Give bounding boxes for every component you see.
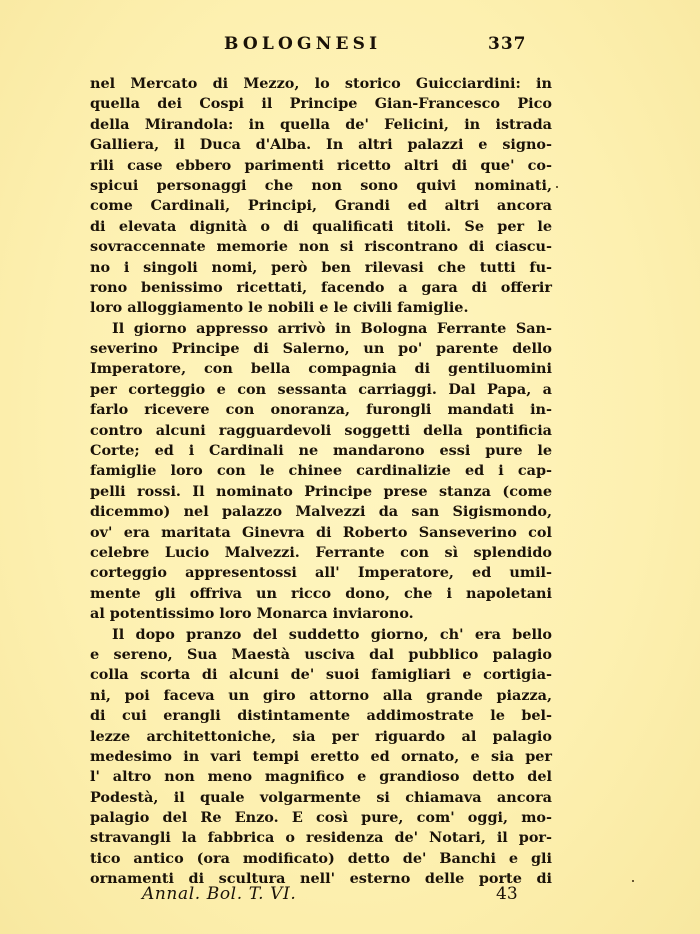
text-line: loro alloggiamento le nobili e le civili famiglie. <box>90 299 469 317</box>
text-line: Corte; ed i Cardinali ne mandarono essi pure le <box>90 442 552 460</box>
text-line: tico antico (ora modificato) detto de' Banchi e gli <box>90 849 552 867</box>
text-line: medesimo in vari tempi eretto ed ornato, e sia per <box>90 747 552 765</box>
page-footer <box>0 884 700 908</box>
running-title: BOLOGNESI <box>224 34 382 54</box>
page-number: 337 <box>488 34 527 54</box>
ink-speck <box>556 186 558 188</box>
paragraph-1 <box>90 74 552 319</box>
text-line: ni, poi faceva un giro attorno alla grande piazza, <box>90 686 552 704</box>
text-line: pelli rossi. Il nominato Principe prese stanza (come <box>90 482 552 500</box>
text-line: stravangli la fabbrica o residenza de' Notari, il por- <box>90 829 552 847</box>
running-head <box>0 34 700 58</box>
text-line: famiglie loro con le chinee cardinalizie ed i cap- <box>90 462 552 480</box>
text-line: per corteggio e con sessanta carriaggi. Dal Papa, a <box>90 380 552 398</box>
text-line: al potentissimo loro Monarca inviarono. <box>90 605 414 623</box>
signature-mark: Annal. Bol. T. VI. <box>142 884 297 904</box>
signature-number: 43 <box>496 884 518 904</box>
text-line: Podestà, il quale volgarmente si chiamava ancora <box>90 788 552 806</box>
text-line: di cui erangli distintamente addimostrate le bel- <box>90 707 552 725</box>
text-line: spicui personaggi che non sono quivi nominati, <box>90 176 552 194</box>
text-line: contro alcuni ragguardevoli soggetti della pontificia <box>90 421 552 439</box>
text-line: lezze architettoniche, sia per riguardo al palagio <box>90 727 552 745</box>
text-line: quella dei Cospi il Principe Gian-Francesco Pico <box>90 95 552 113</box>
text-line: no i singoli nomi, però ben rilevasi che tutti fu- <box>90 258 552 276</box>
paragraph-2 <box>90 319 552 625</box>
body-text <box>90 74 552 890</box>
text-line: della Mirandola: in quella de' Felicini, in istrada <box>90 115 552 133</box>
text-line: nel Mercato di Mezzo, lo storico Guicciardini: in <box>90 75 552 92</box>
paragraph-3 <box>90 625 552 890</box>
text-line: come Cardinali, Principi, Grandi ed altri ancora <box>90 197 552 215</box>
text-line: Galliera, il Duca d'Alba. In altri palazzi e signo- <box>90 136 552 154</box>
text-line: di elevata dignità o di qualificati titoli. Se per le <box>90 217 552 235</box>
ink-speck <box>632 880 634 882</box>
text-line: ornamenti di scultura nell' esterno delle porte di <box>90 870 552 888</box>
text-line: farlo ricevere con onoranza, furongli mandati in- <box>90 401 552 419</box>
text-line: colla scorta di alcuni de' suoi famigliari e cortigia- <box>90 666 552 684</box>
text-line: corteggio appresentossi all' Imperatore, ed umil- <box>90 564 552 582</box>
text-line: l' altro non meno magnifico e grandioso detto del <box>90 768 552 786</box>
text-line: mente gli offriva un ricco dono, che i napoletani <box>90 584 552 602</box>
text-line: severino Principe di Salerno, un po' parente dello <box>90 340 552 358</box>
text-line: celebre Lucio Malvezzi. Ferrante con sì splendido <box>90 543 552 561</box>
text-line: sovraccennate memorie non si riscontrano di ciascu- <box>90 238 552 256</box>
text-line: Il giorno appresso arrivò in Bologna Ferrante San- <box>112 319 552 337</box>
text-line: rono benissimo ricettati, facendo a gara di offerir <box>90 278 552 296</box>
text-line: Il dopo pranzo del suddetto giorno, ch' era bello <box>112 625 552 643</box>
text-line: Imperatore, con bella compagnia di gentiluomini <box>90 360 552 378</box>
text-line: dicemmo) nel palazzo Malvezzi da san Sigismondo, <box>90 503 552 521</box>
text-line: palagio del Re Enzo. E così pure, com' oggi, mo- <box>90 809 552 827</box>
text-line: e sereno, Sua Maestà usciva dal pubblico palagio <box>90 645 552 663</box>
text-line: ov' era maritata Ginevra di Roberto Sanseverino col <box>90 523 552 541</box>
text-line: rili case ebbero parimenti ricetto altri di que' co- <box>90 156 552 174</box>
